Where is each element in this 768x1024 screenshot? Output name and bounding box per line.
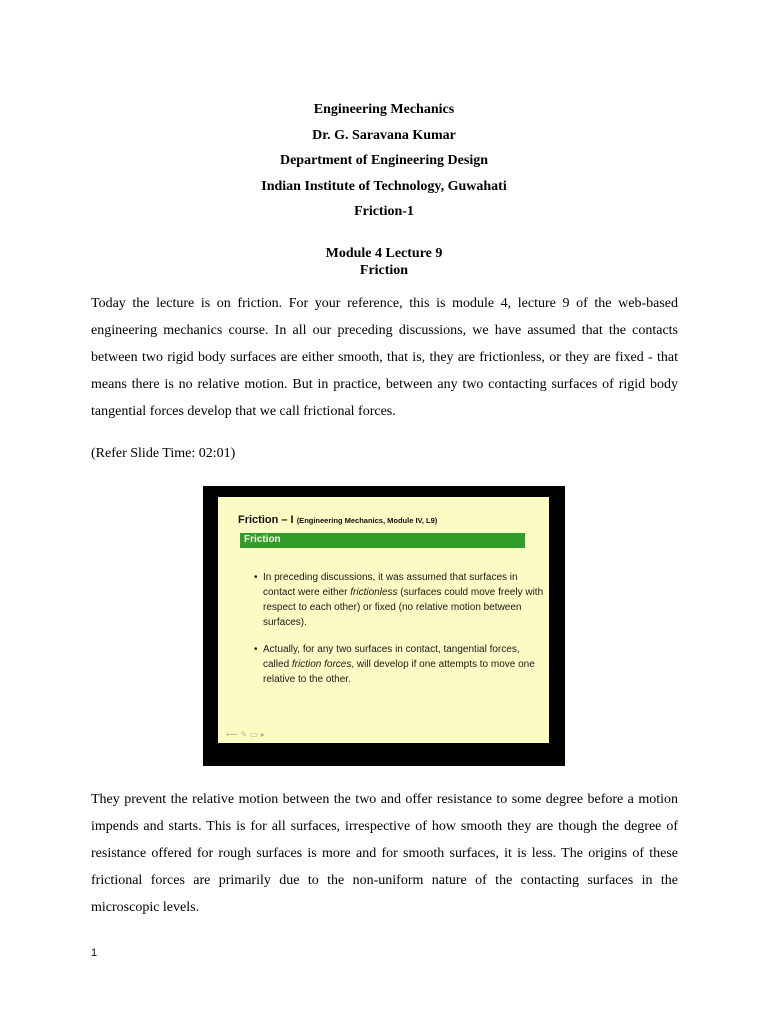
bullet-2-text-a: Actually, for any two surfaces in contact, tangential forces, called: [263, 644, 520, 670]
instructor-name: Dr. G. Saravana Kumar: [312, 127, 456, 143]
bullet-1-text-b: (surfaces could move freely with respect to each other) or fixed (no relative motion between surfaces).: [263, 587, 544, 628]
topic-title: Friction-1: [354, 204, 414, 219]
bullet-1-text-a: In preceding discussions, it was assumed that surfaces in contact were either: [263, 572, 518, 598]
bullet-2-text-b: , will develop if one attempts to move one relative to the other.: [263, 659, 535, 685]
page-number: 1: [91, 947, 98, 959]
slide-title-subtitle: (Engineering Mechanics, Module IV, L9): [296, 516, 438, 525]
pencil-icon: ✎: [240, 730, 251, 739]
slide-title: [238, 514, 437, 526]
bullet-1-italic: frictionless: [350, 587, 398, 598]
course-title: Engineering Mechanics: [313, 102, 455, 117]
slide-section-bar: [240, 533, 525, 548]
slide-section-label: Friction: [244, 534, 281, 545]
slide-toolbar-icons: [226, 730, 268, 739]
next-slide-icon: ▸: [260, 730, 268, 739]
slide-bullet-list: [254, 570, 544, 699]
lecture-title: Friction: [359, 263, 409, 278]
slide-title-main: Friction – I: [238, 514, 294, 526]
lecture-slide-image: [203, 486, 565, 766]
slide-bullet-2: [254, 642, 544, 687]
slide-bullet-1: [254, 570, 544, 630]
bullet-marker: •: [254, 572, 258, 583]
module-lecture-label: Module 4 Lecture 9: [325, 246, 443, 261]
body-paragraph-2: They prevent the relative motion between the two and offer resistance to some degree before a motion impends and starts. This is for all surfaces, irrespective of how smooth they are though the degree of resistance offered for rough surfaces is more and for smooth surfaces, it is less. The origins of these frictional forces are primarily due to the non-uniform nature of the contacting surfaces in the microscopic levels.: [91, 792, 678, 915]
intro-paragraph: Today the lecture is on friction. For your reference, this is module 4, lecture 9 of the web-based engineering mechanics course. In all our preceding discussions, we have assumed that the contacts between two rigid body surfaces are either smooth, that is, they are frictionless, or they are fixed - that means there is no relative motion. But in practice, between any two contacting surfaces of rigid body tangential forces develop that we call frictional forces.: [91, 296, 678, 419]
menu-icon: ▭: [250, 730, 261, 739]
slide-content-area: [218, 497, 549, 743]
pen-icon: ⟵: [226, 730, 241, 739]
module-heading: [0, 245, 768, 279]
refer-slide-time: (Refer Slide Time: 02:01): [91, 446, 236, 461]
institute-name: Indian Institute of Technology, Guwahati: [261, 178, 507, 194]
bullet-marker: •: [254, 644, 258, 655]
department-name: Department of Engineering Design: [279, 153, 489, 168]
document-header: [0, 99, 768, 227]
bullet-2-italic: friction forces: [291, 659, 352, 670]
